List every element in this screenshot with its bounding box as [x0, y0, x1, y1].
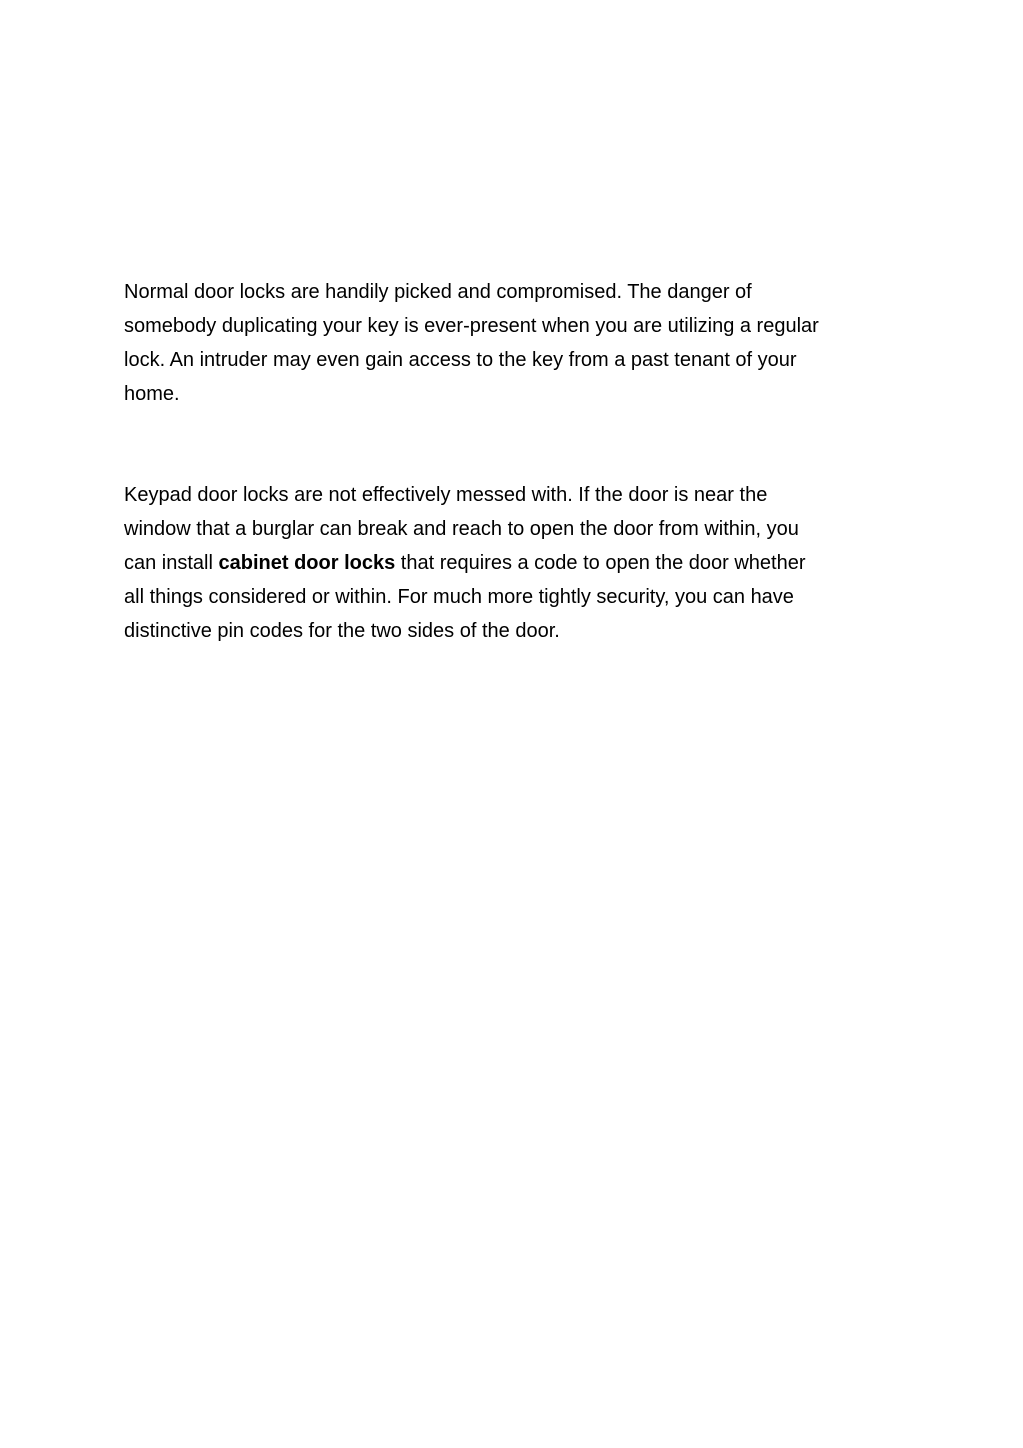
paragraph-line: Normal door locks are handily picked and compromised. The danger of [124, 281, 752, 303]
paragraph-normal-door-locks [124, 275, 904, 411]
paragraph-line: lock. An intruder may even gain access to the key from a past tenant of your [124, 349, 797, 371]
keyword-cabinet-door-locks[interactable]: cabinet door locks [218, 552, 396, 574]
paragraph-line: distinctive pin codes for the two sides of the door. [124, 620, 560, 642]
paragraph-line: somebody duplicating your key is ever-present when you are utilizing a regular [124, 315, 819, 337]
line-text-before: can install [124, 552, 219, 574]
paragraph-keypad-door-locks [124, 478, 904, 648]
paragraph-line: home. [124, 383, 180, 405]
paragraph-line-with-keyword [124, 546, 904, 580]
paragraph-line: Keypad door locks are not effectively messed with. If the door is near the [124, 484, 768, 506]
paragraph-line: all things considered or within. For much more tightly security, you can have [124, 586, 794, 608]
line-text-after: that requires a code to open the door whether [395, 552, 806, 574]
paragraph-line: window that a burglar can break and reach to open the door from within, you [124, 518, 799, 540]
